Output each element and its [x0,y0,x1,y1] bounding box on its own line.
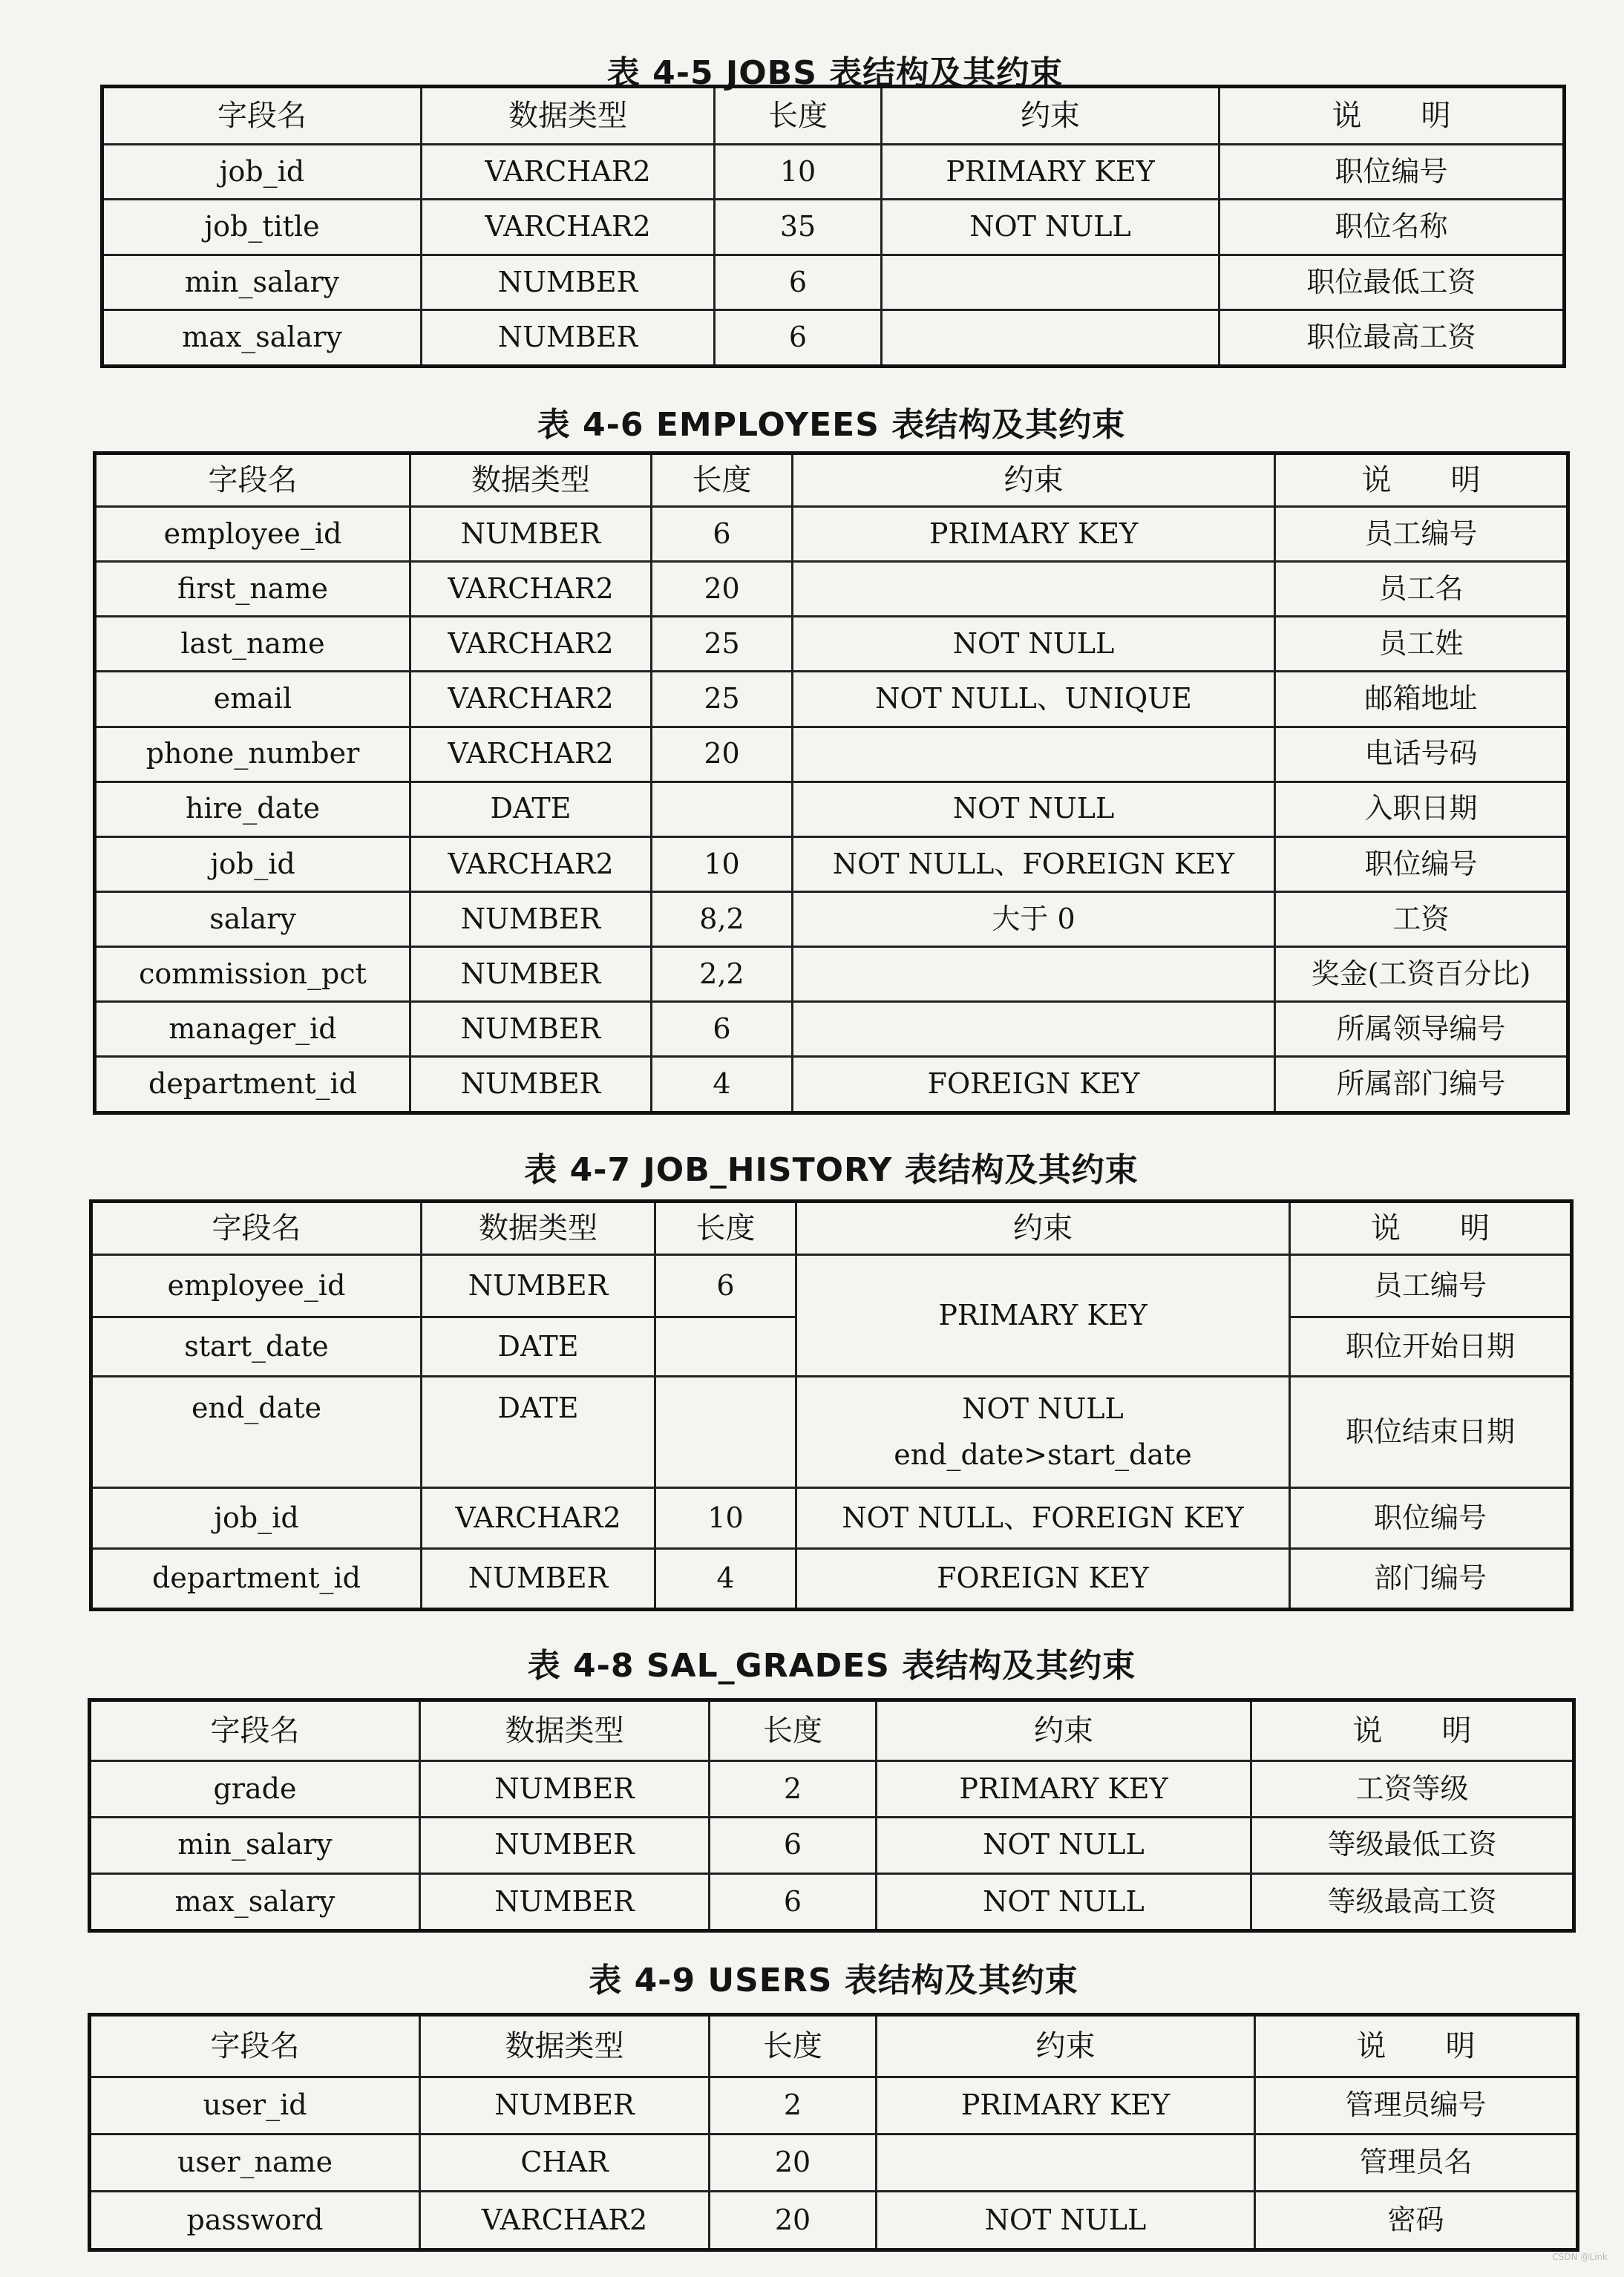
users-table [88,2013,1579,2252]
cell-constraint [793,727,1275,782]
table-row [90,2135,1578,2192]
cell-description: 职位名称 [1219,200,1565,255]
cell-constraint: PRIMARY KEY [882,145,1219,200]
cell-type: NUMBER [420,1761,710,1818]
cell-type: VARCHAR2 [410,836,652,891]
cell-constraint: NOT NULL、FOREIGN KEY [796,1488,1290,1549]
cell-type: NUMBER [422,1255,655,1317]
cell-constraint: NOT NULL [877,1817,1251,1873]
cell-field: department_id [91,1549,422,1610]
table-row [95,672,1568,727]
header-description: 说 明 [1275,453,1568,507]
cell-constraint [882,310,1219,367]
table-header-row [90,1700,1574,1761]
cell-description: 邮箱地址 [1275,672,1568,727]
cell-constraint: FOREIGN KEY [796,1549,1290,1610]
cell-constraint [793,947,1275,1002]
cell-type: VARCHAR2 [422,145,715,200]
cell-type: VARCHAR2 [410,617,652,672]
cell-length: 25 [652,672,793,727]
cell-length: 6 [715,255,882,309]
cell-length: 20 [652,727,793,782]
table-caption-job-history: 表 4-7 JOB_HISTORY 表结构及其约束 [524,1151,1139,1189]
cell-constraint: NOT NULL [793,617,1275,672]
cell-constraint [793,1002,1275,1057]
cell-length: 2 [710,1761,877,1818]
cell-constraint [882,255,1219,309]
cell-type: VARCHAR2 [420,2192,710,2250]
cell-length: 2,2 [652,947,793,1002]
cell-length: 10 [715,145,882,200]
header-field-name: 字段名 [90,1700,420,1761]
cell-description: 密码 [1255,2192,1578,2250]
cell-type: NUMBER [410,507,652,562]
cell-field: password [90,2192,420,2250]
cell-length: 6 [710,1873,877,1930]
header-field-name: 字段名 [95,453,410,507]
cell-type: DATE [422,1317,655,1377]
header-data-type: 数据类型 [422,87,715,145]
header-data-type: 数据类型 [410,453,652,507]
cell-length [655,1317,796,1377]
cell-description: 等级最高工资 [1251,1873,1574,1930]
cell-constraint [796,1377,1290,1488]
cell-type: VARCHAR2 [410,562,652,617]
cell-description: 所属领导编号 [1275,1002,1568,1057]
cell-description: 员工编号 [1275,507,1568,562]
header-description: 说 明 [1290,1202,1572,1255]
table-row [91,1255,1572,1317]
cell-description: 等级最低工资 [1251,1817,1574,1873]
header-length: 长度 [710,2015,877,2077]
header-length: 长度 [655,1202,796,1255]
cell-description: 员工名 [1275,562,1568,617]
cell-length: 6 [710,1817,877,1873]
table-header-row [91,1202,1572,1255]
table-header-row [90,2015,1578,2077]
cell-description: 职位最高工资 [1219,310,1565,367]
cell-type: NUMBER [422,1549,655,1610]
cell-type: VARCHAR2 [422,200,715,255]
job-history-table [89,1199,1574,1611]
cell-length: 20 [710,2135,877,2192]
sal-grades-table-block [88,1639,1576,1939]
cell-length: 35 [715,200,882,255]
header-description: 说 明 [1251,1700,1574,1761]
cell-description: 管理员编号 [1255,2077,1578,2135]
cell-length: 20 [710,2192,877,2250]
cell-type: NUMBER [422,255,715,309]
cell-description: 入职日期 [1275,782,1568,836]
cell-constraint: 大于 0 [793,891,1275,946]
table-caption-users: 表 4-9 USERS 表结构及其约束 [589,1962,1078,1999]
cell-length [655,1377,796,1488]
table-row [90,1873,1574,1930]
cell-constraint [793,562,1275,617]
table-row [90,1761,1574,1818]
cell-constraint: NOT NULL [877,1873,1251,1930]
cell-constraint: NOT NULL、UNIQUE [793,672,1275,727]
employees-table-block [93,398,1570,1122]
cell-field: commission_pct [95,947,410,1002]
table-row [90,2192,1578,2250]
cell-type: VARCHAR2 [410,727,652,782]
cell-description: 奖金(工资百分比) [1275,947,1568,1002]
cell-field: min_salary [90,1817,420,1873]
cell-length: 6 [652,507,793,562]
cell-field: job_title [102,200,422,255]
header-field-name: 字段名 [102,87,422,145]
table-caption-employees: 表 4-6 EMPLOYEES 表结构及其约束 [537,406,1126,444]
cell-description: 职位编号 [1290,1488,1572,1549]
table-row [102,145,1565,200]
cell-field: last_name [95,617,410,672]
constraint-line-1: NOT NULL [962,1392,1124,1425]
cell-field: first_name [95,562,410,617]
cell-description: 所属部门编号 [1275,1057,1568,1113]
cell-field: user_id [90,2077,420,2135]
header-description: 说 明 [1219,87,1565,145]
header-field-name: 字段名 [90,2015,420,2077]
cell-type: NUMBER [420,1873,710,1930]
cell-length: 6 [652,1002,793,1057]
table-row [90,2077,1578,2135]
table-row [95,891,1568,946]
cell-description: 工资等级 [1251,1761,1574,1818]
cell-field: hire_date [95,782,410,836]
cell-constraint: PRIMARY KEY [796,1255,1290,1377]
cell-field: employee_id [95,507,410,562]
cell-type: NUMBER [410,1002,652,1057]
cell-description: 职位结束日期 [1290,1377,1572,1488]
header-description: 说 明 [1255,2015,1578,2077]
cell-length: 6 [655,1255,796,1317]
cell-constraint: NOT NULL [877,2192,1255,2250]
table-row [95,947,1568,1002]
table-row [95,562,1568,617]
cell-length: 10 [652,836,793,891]
cell-constraint: PRIMARY KEY [793,507,1275,562]
cell-type: VARCHAR2 [422,1488,655,1549]
header-constraint: 约束 [796,1202,1290,1255]
cell-description: 职位最低工资 [1219,255,1565,309]
table-row [91,1549,1572,1610]
cell-constraint: PRIMARY KEY [877,1761,1251,1818]
table-row [95,1002,1568,1057]
cell-description: 电话号码 [1275,727,1568,782]
table-row [95,617,1568,672]
cell-field: end_date [91,1377,422,1488]
table-caption-sal-grades: 表 4-8 SAL_GRADES 表结构及其约束 [527,1647,1136,1685]
cell-length: 10 [655,1488,796,1549]
header-constraint: 约束 [877,2015,1255,2077]
cell-type: NUMBER [420,1817,710,1873]
cell-description: 职位编号 [1275,836,1568,891]
cell-description: 职位编号 [1219,145,1565,200]
table-row [91,1377,1572,1488]
table-header-row [102,87,1565,145]
users-table-block [88,1953,1579,2258]
cell-length [652,782,793,836]
cell-description: 管理员名 [1255,2135,1578,2192]
cell-description: 员工姓 [1275,617,1568,672]
table-row [102,200,1565,255]
employees-table [93,451,1570,1115]
cell-field: employee_id [91,1255,422,1317]
table-header-row [95,453,1568,507]
cell-field: phone_number [95,727,410,782]
cell-constraint: NOT NULL [882,200,1219,255]
cell-constraint: FOREIGN KEY [793,1057,1275,1113]
jobs-table [100,85,1566,368]
cell-length: 25 [652,617,793,672]
cell-field: job_id [91,1488,422,1549]
cell-type: NUMBER [410,947,652,1002]
table-row [95,836,1568,891]
cell-field: manager_id [95,1002,410,1057]
header-constraint: 约束 [877,1700,1251,1761]
table-row [102,310,1565,367]
cell-type: CHAR [420,2135,710,2192]
table-caption-jobs: 表 4-5 JOBS 表结构及其约束 [606,54,1064,92]
cell-description: 工资 [1275,891,1568,946]
cell-type: NUMBER [422,310,715,367]
cell-field: email [95,672,410,727]
constraint-line-2: end_date>start_date [894,1438,1192,1471]
cell-field: user_name [90,2135,420,2192]
cell-field: max_salary [102,310,422,367]
cell-constraint: NOT NULL [793,782,1275,836]
table-row [102,255,1565,309]
job-history-table-block [89,1143,1574,1618]
table-row [95,1057,1568,1113]
cell-type: NUMBER [410,1057,652,1113]
cell-length: 20 [652,562,793,617]
cell-description: 部门编号 [1290,1549,1572,1610]
jobs-table-block [100,46,1570,374]
cell-length: 4 [652,1057,793,1113]
cell-field: job_id [102,145,422,200]
cell-type: DATE [422,1377,655,1488]
cell-description: 职位开始日期 [1290,1317,1572,1377]
cell-field: min_salary [102,255,422,309]
cell-type: NUMBER [420,2077,710,2135]
cell-description: 员工编号 [1290,1255,1572,1317]
header-constraint: 约束 [882,87,1219,145]
watermark: CSDN @Link [1552,2252,1608,2262]
table-row [95,727,1568,782]
header-length: 长度 [710,1700,877,1761]
table-row [90,1817,1574,1873]
header-field-name: 字段名 [91,1202,422,1255]
table-row [95,782,1568,836]
cell-field: salary [95,891,410,946]
cell-type: VARCHAR2 [410,672,652,727]
cell-constraint [877,2135,1255,2192]
cell-field: department_id [95,1057,410,1113]
cell-length: 6 [715,310,882,367]
cell-length: 8,2 [652,891,793,946]
cell-type: DATE [410,782,652,836]
cell-field: start_date [91,1317,422,1377]
header-constraint: 约束 [793,453,1275,507]
header-data-type: 数据类型 [422,1202,655,1255]
cell-field: grade [90,1761,420,1818]
cell-type: NUMBER [410,891,652,946]
cell-field: job_id [95,836,410,891]
cell-field: max_salary [90,1873,420,1930]
header-data-type: 数据类型 [420,2015,710,2077]
cell-length: 4 [655,1549,796,1610]
sal-grades-table [88,1698,1576,1933]
table-row [95,507,1568,562]
header-length: 长度 [715,87,882,145]
cell-constraint: PRIMARY KEY [877,2077,1255,2135]
header-data-type: 数据类型 [420,1700,710,1761]
header-length: 长度 [652,453,793,507]
cell-constraint: NOT NULL、FOREIGN KEY [793,836,1275,891]
cell-length: 2 [710,2077,877,2135]
table-row [91,1488,1572,1549]
